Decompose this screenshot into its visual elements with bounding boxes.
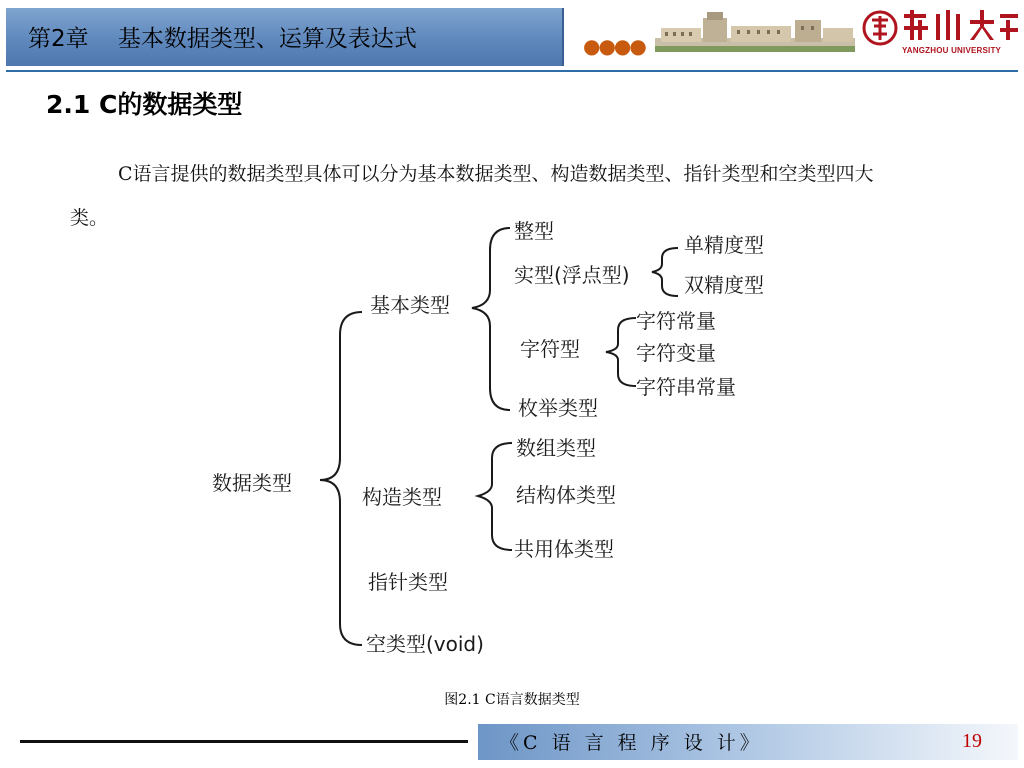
node-integer: 整型 xyxy=(514,219,554,243)
node-real: 实型(浮点型) xyxy=(514,263,630,287)
node-single-precision: 单精度型 xyxy=(684,233,764,257)
node-basic-types: 基本类型 xyxy=(370,293,450,317)
real-brace xyxy=(652,248,678,296)
page-number: 19 xyxy=(962,730,982,752)
decorative-dots: ●●●● xyxy=(583,34,645,58)
node-enum: 枚举类型 xyxy=(518,396,598,420)
footer-rule xyxy=(20,740,468,743)
figure-caption: 图2.1 C语言数据类型 xyxy=(444,692,580,708)
chapter-number: 第2章 xyxy=(28,26,89,52)
node-double-precision: 双精度型 xyxy=(684,273,764,297)
node-data-types: 数据类型 xyxy=(212,471,292,495)
basic-brace xyxy=(472,228,510,410)
node-char: 字符型 xyxy=(520,337,580,361)
node-string-constant: 字符串常量 xyxy=(636,375,736,399)
node-char-constant: 字符常量 xyxy=(636,309,716,333)
node-void: 空类型(void) xyxy=(366,632,484,656)
node-char-variable: 字符变量 xyxy=(636,341,716,365)
node-constructed-types: 构造类型 xyxy=(362,485,442,509)
root-brace xyxy=(320,312,362,645)
node-pointer: 指针类型 xyxy=(368,570,448,594)
node-union: 共用体类型 xyxy=(514,537,614,561)
node-struct: 结构体类型 xyxy=(516,483,616,507)
node-array: 数组类型 xyxy=(516,436,596,460)
body-paragraph: C语言提供的数据类型具体可以分为基本数据类型、构造数据类型、指针类型和空类型四大类。 xyxy=(70,163,874,229)
chapter-title: 基本数据类型、运算及表达式 xyxy=(117,26,417,52)
book-title: 《C 语 言 程 序 设 计》 xyxy=(500,732,763,754)
section-title: 2.1 C的数据类型 xyxy=(46,90,243,119)
university-english-name: YANGZHOU UNIVERSITY xyxy=(902,46,1002,55)
char-brace xyxy=(606,318,636,386)
constructed-brace xyxy=(478,443,512,550)
